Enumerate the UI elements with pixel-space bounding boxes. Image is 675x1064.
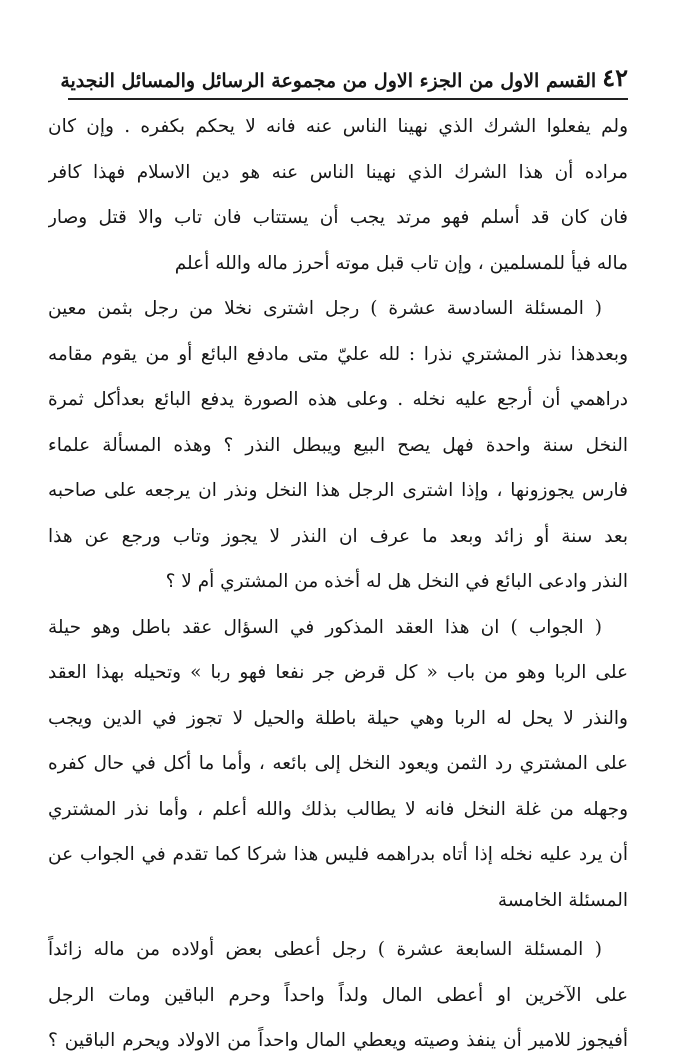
body-text bbox=[48, 104, 628, 1064]
answer-heading-line: ( الجواب ) ان هذا العقد المذكور في السؤال عقد باطل وهو حيلة bbox=[48, 616, 602, 638]
header-divider bbox=[68, 98, 628, 100]
text-line: فارس يجوزونها ، وإذا اشترى الرجل هذا النخل ونذر ان يرجعه على صاحبه bbox=[48, 480, 628, 501]
text-line: وبعدهذا نذر المشتري نذرا : لله عليّ متى مادفع البائع أو من يقوم مقامه bbox=[48, 343, 628, 365]
text-line: دراهمي أن أرجع عليه نخله . وعلى هذه الصورة يدفع البائع بعدأكل ثمرة bbox=[48, 389, 628, 410]
text-line: أفيجوز للامير أن ينفذ وصيته ويعطي المال واحداً من الاولاد ويحرم الباقين ؟ bbox=[48, 1030, 628, 1051]
text-line: على المشتري رد الثمن ويعود النخل إلى بائعه ، وأما ما أكل في حال كفره bbox=[48, 753, 628, 774]
text-line: المسئلة الخامسة bbox=[497, 889, 628, 911]
text-line: ماله فيأ للمسلمين ، وإن تاب قبل موته أحرز ماله والله أعلم bbox=[174, 252, 628, 274]
text-line: النخل سنة واحدة فهل يصح البيع ويبطل النذر ؟ وهذه المسألة علماء bbox=[48, 434, 628, 456]
text-line: مراده أن هذا الشرك الذي نهينا الناس عنه هو دين الاسلام فهذا كافر bbox=[48, 161, 628, 183]
page-header bbox=[60, 56, 628, 92]
text-line: على الآخرين او أعطى المال ولداً واحداً وحرم الباقين ومات الرجل bbox=[48, 984, 628, 1006]
text-line: النذر وادعى البائع في النخل هل له أخذه من المشتري أم لا ؟ bbox=[165, 571, 628, 592]
text-line: بعد سنة أو زائد وبعد ما عرف ان النذر لا يجوز وتاب ورجع عن هذا bbox=[48, 525, 628, 547]
text-line: فان كان قد أسلم فهو مرتد يجب أن يستتاب فان تاب والا قتل وصار bbox=[48, 207, 628, 228]
text-line: على الربا وهو من باب « كل قرض جر نفعا فهو ربا » وتحيله بهذا العقد bbox=[48, 662, 628, 683]
question-17-heading-line: ( المسئلة السابعة عشرة ) رجل أعطى بعض أولاده من ماله زائداً bbox=[48, 939, 602, 960]
text-line: أن يرد عليه نخله إذا أتاه بدراهمه فليس هذا شركا كما تقدم في الجواب عن bbox=[48, 844, 628, 865]
question-16-heading-line: ( المسئلة السادسة عشرة ) رجل اشترى نخلا من رجل بثمن معين bbox=[48, 298, 602, 319]
text-line: والنذر لا يحل له الربا وهي حيلة باطلة والحيل لا تجوز في الدين ويجب bbox=[48, 707, 628, 729]
running-title: القسم الاول من الجزء الاول من مجموعة الرسائل والمسائل النجدية bbox=[60, 70, 597, 92]
text-line: وجهله من غلة النخل فانه لا يطالب بذلك والله أعلم ، وأما نذر المشتري bbox=[48, 798, 628, 820]
text-line: ولم يفعلوا الشرك الذي نهينا الناس عنه فانه لا يحكم بكفره . وإن كان bbox=[48, 116, 628, 137]
page-number: ٤٢ bbox=[602, 63, 628, 92]
